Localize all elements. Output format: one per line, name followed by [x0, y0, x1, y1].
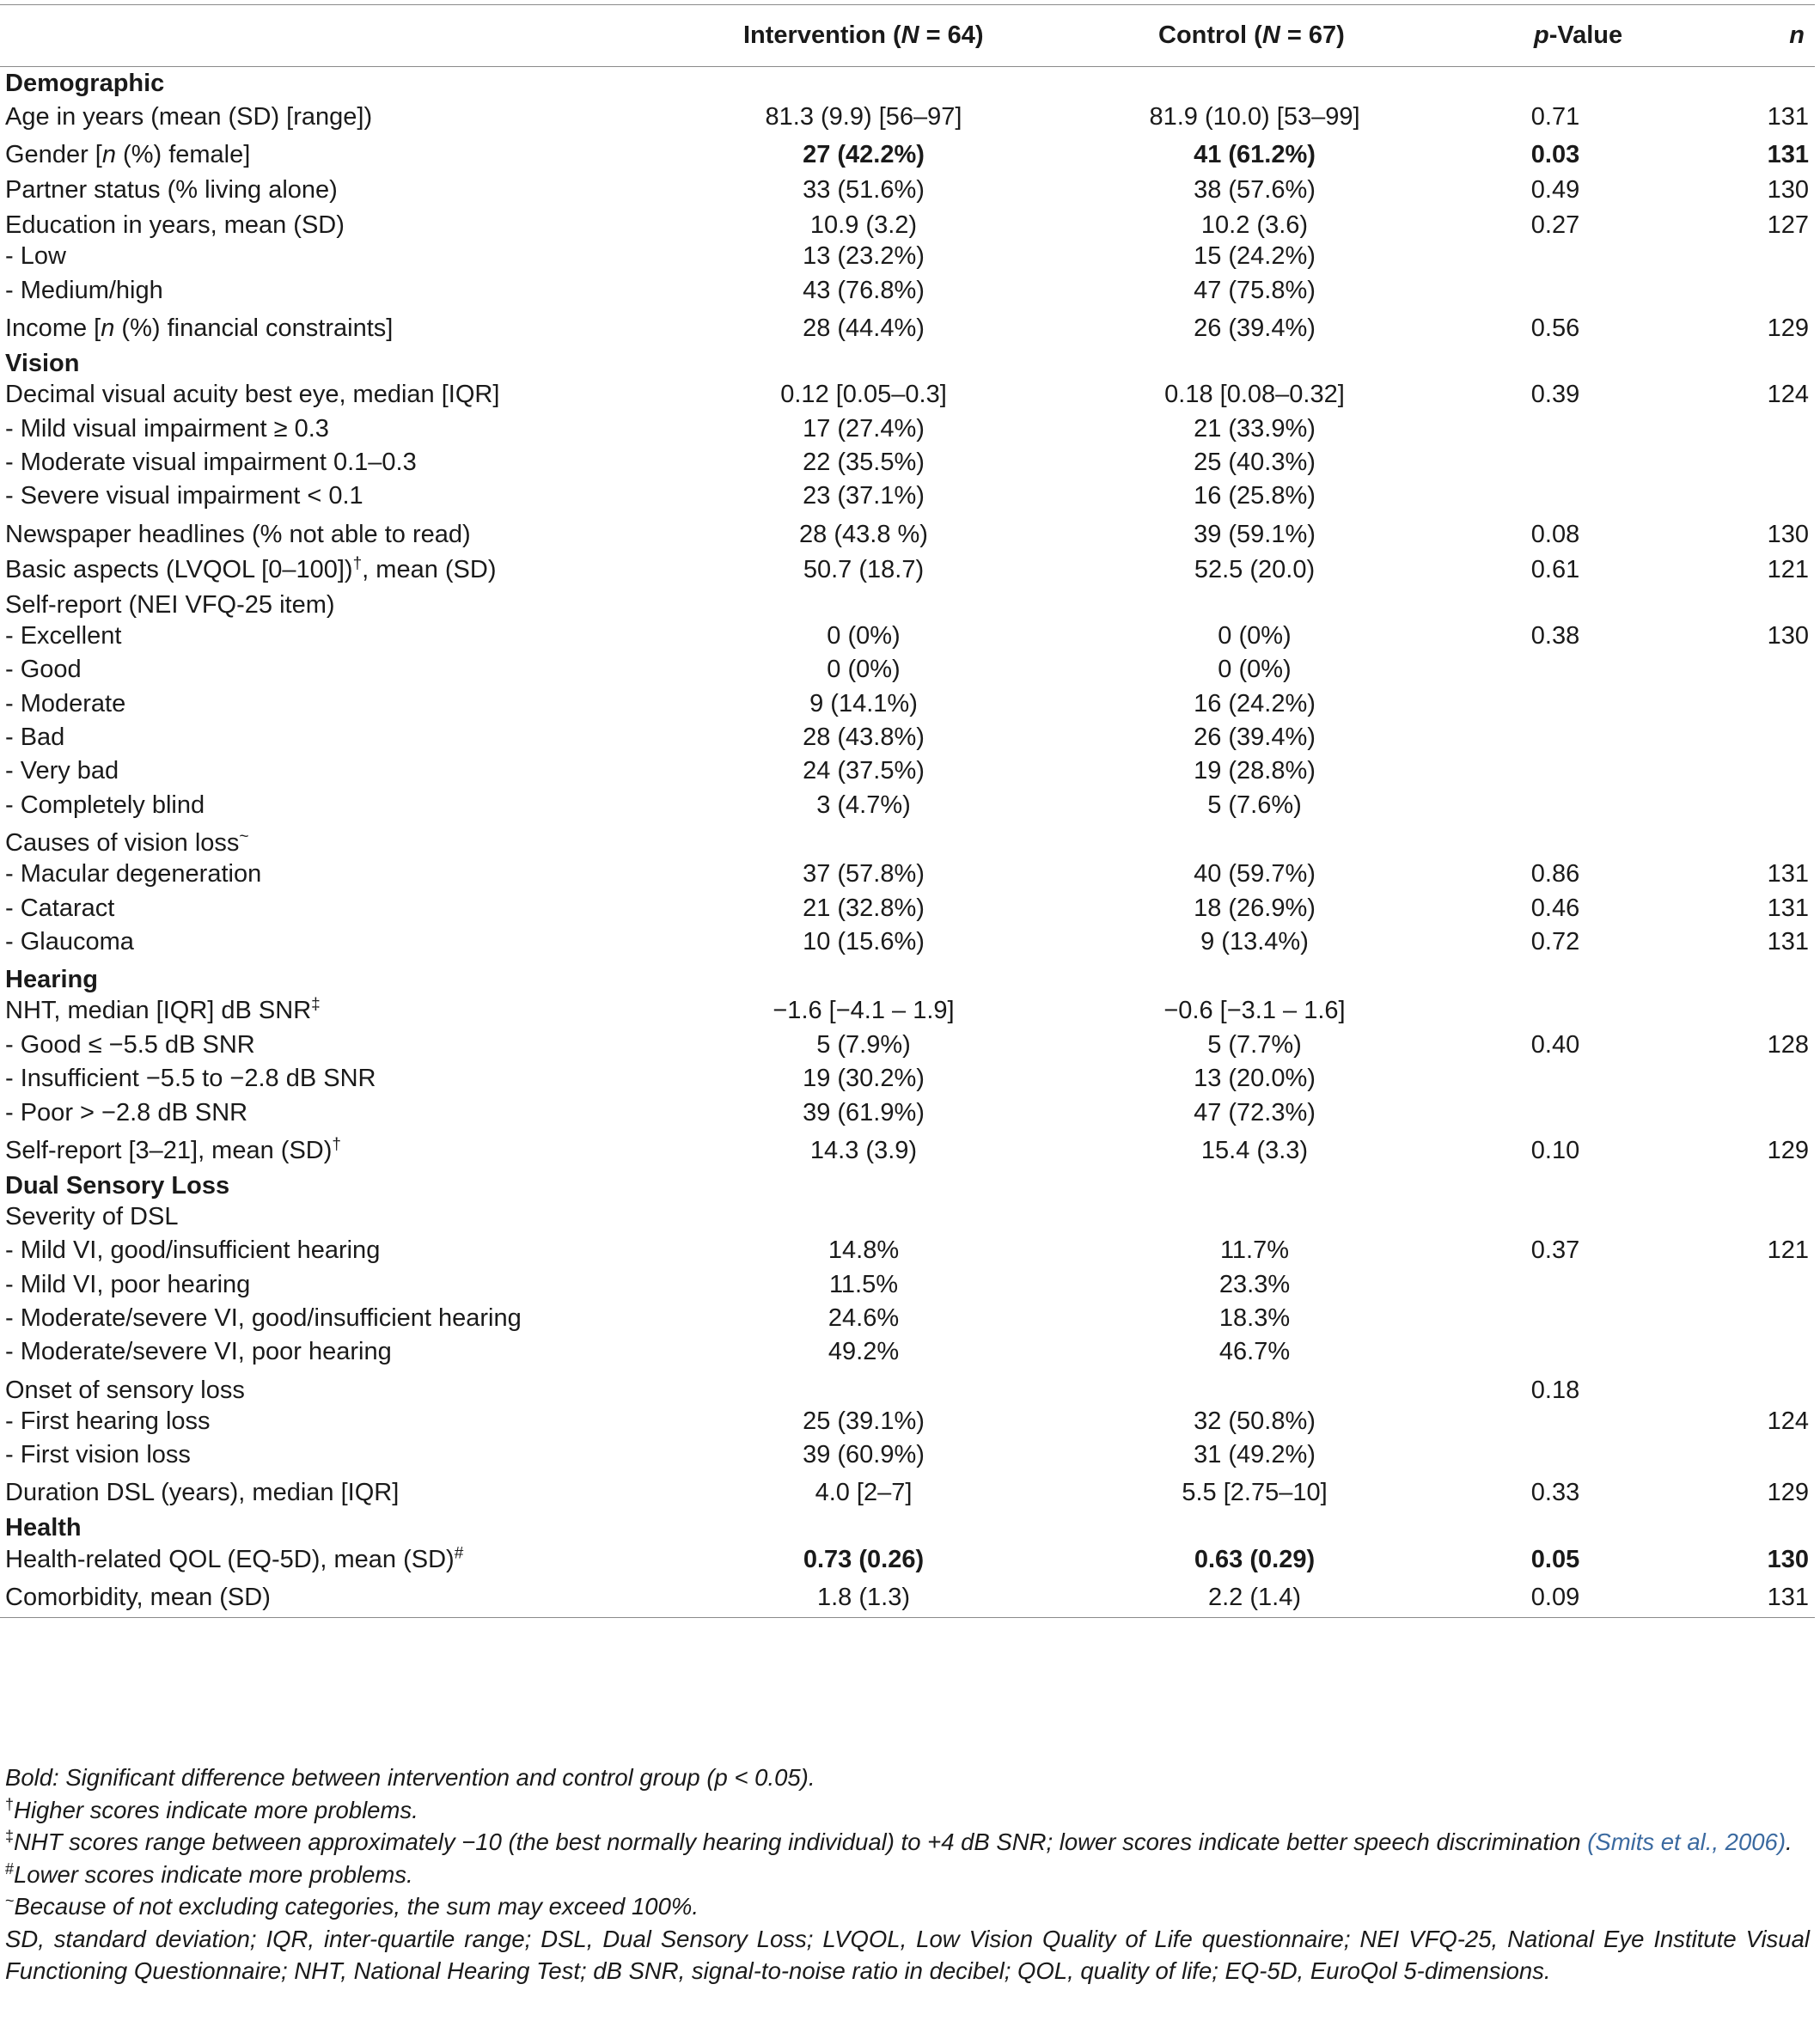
p-value — [1435, 1302, 1676, 1335]
p-value — [1435, 446, 1676, 479]
n-value — [1676, 479, 1815, 513]
n-value: 121 — [1767, 555, 1809, 583]
control-value: 15.4 (3.3) — [1200, 1136, 1309, 1164]
table-row — [0, 169, 1815, 205]
control-value: 40 (59.7%) — [1194, 860, 1316, 888]
control-value: 11.7% — [1219, 1236, 1290, 1265]
citation-link[interactable]: (Smits et al., 2006) — [1587, 1829, 1786, 1855]
p-value: 0.05 — [1530, 1545, 1580, 1573]
p-value: 0.40 — [1530, 1030, 1580, 1059]
n-value: 121 — [1767, 1236, 1809, 1265]
row-label: - Mild VI, poor hearing — [5, 1270, 251, 1298]
table-row — [0, 891, 1815, 925]
intervention-value — [653, 584, 1074, 620]
table-row — [0, 240, 1815, 273]
header-intervention: Intervention (N = 64) — [653, 5, 1074, 67]
row-label: Comorbidity, mean (SD) — [0, 1577, 653, 1618]
table-row — [0, 687, 1815, 720]
n-value — [1676, 721, 1815, 754]
n-value — [1676, 1062, 1815, 1096]
control-value: 18 (26.9%) — [1194, 894, 1316, 922]
row-label: - Macular degeneration — [5, 860, 262, 888]
p-value — [1435, 653, 1676, 687]
n-value — [1676, 754, 1815, 788]
intervention-value: 50.7 (18.7) — [803, 555, 925, 583]
intervention-value: 25 (39.1%) — [803, 1407, 925, 1435]
row-label: - Severe visual impairment < 0.1 — [5, 482, 363, 510]
control-value: 46.7% — [1218, 1338, 1291, 1366]
n-value — [1676, 653, 1815, 687]
footnote-dagger — [5, 1794, 1810, 1827]
control-value: 5 (7.7%) — [1207, 1030, 1302, 1059]
table-row — [0, 1302, 1815, 1335]
p-value: 0.27 — [1530, 211, 1580, 240]
control-value: 23.3% — [1218, 1270, 1291, 1298]
row-label: - Moderate visual impairment 0.1–0.3 — [5, 449, 417, 477]
row-label: - Bad — [5, 723, 65, 751]
intervention-value: 11.5% — [828, 1270, 899, 1298]
section-heading: Hearing — [5, 966, 98, 994]
header-p-value: p-Value — [1435, 5, 1676, 67]
p-value — [1435, 1062, 1676, 1096]
control-value: 21 (33.9%) — [1194, 414, 1316, 443]
row-label: - Poor > −2.8 dB SNR — [5, 1098, 248, 1126]
row-label: - Moderate — [5, 689, 126, 717]
table-row — [0, 1438, 1815, 1472]
p-value: 0.38 — [1530, 621, 1580, 650]
p-value — [1435, 754, 1676, 788]
baseline-characteristics-table — [0, 4, 1815, 1618]
table-row — [0, 822, 1815, 858]
intervention-value — [653, 1370, 1074, 1405]
intervention-value: 81.3 (9.9) [56–97] — [765, 103, 962, 131]
row-label: - Good — [5, 656, 82, 684]
footnote-ddagger-end: . — [1786, 1829, 1793, 1855]
n-value — [1676, 822, 1815, 858]
section-row — [0, 959, 1815, 994]
p-value — [1435, 1267, 1676, 1301]
n-value: 129 — [1767, 314, 1809, 343]
intervention-value: 24.6% — [828, 1304, 900, 1333]
n-value — [1676, 1302, 1815, 1335]
n-value: 130 — [1767, 1545, 1809, 1573]
row-label: Partner status (% living alone) — [5, 176, 338, 205]
intervention-value: 17 (27.4%) — [803, 414, 925, 443]
table-row — [0, 274, 1815, 308]
intervention-value — [653, 1200, 1074, 1234]
n-value — [1676, 1370, 1815, 1405]
control-value: 38 (57.6%) — [1194, 176, 1316, 205]
intervention-value: 37 (57.8%) — [803, 860, 925, 888]
control-value: 39 (59.1%) — [1194, 520, 1316, 548]
row-label: Onset of sensory loss — [5, 1376, 245, 1404]
n-value: 124 — [1767, 1407, 1809, 1435]
n-value — [1676, 446, 1815, 479]
row-label: - Glaucoma — [5, 927, 134, 955]
n-value: 130 — [1767, 621, 1809, 650]
n-value: 131 — [1767, 860, 1809, 888]
table-row — [0, 1062, 1815, 1096]
p-value — [1435, 1096, 1676, 1129]
intervention-value: 14.8% — [828, 1236, 900, 1265]
table-row — [0, 134, 1815, 169]
row-label: NHT, median [IQR] dB SNR‡ — [5, 995, 321, 1025]
p-value — [1435, 1438, 1676, 1472]
row-label: - Completely blind — [5, 791, 205, 819]
row-label: - Moderate/severe VI, good/insufficient hearing — [5, 1304, 522, 1333]
p-value — [1435, 479, 1676, 513]
p-value — [1435, 240, 1676, 273]
table-row — [0, 549, 1815, 584]
header-blank — [0, 5, 653, 67]
control-value: 2.2 (1.4) — [1074, 1577, 1435, 1618]
control-value: 19 (28.8%) — [1194, 757, 1316, 785]
control-value: 81.9 (10.0) [53–99] — [1149, 103, 1360, 131]
control-value — [1074, 1370, 1435, 1405]
table-row — [0, 1267, 1815, 1301]
p-value: 0.33 — [1530, 1479, 1580, 1507]
n-value — [1676, 240, 1815, 273]
section-heading: Vision — [5, 350, 80, 378]
n-value: 130 — [1767, 176, 1809, 205]
p-value — [1435, 687, 1676, 720]
control-value: 16 (25.8%) — [1194, 482, 1316, 510]
intervention-value: 0.12 [0.05–0.3] — [780, 381, 947, 409]
intervention-value: 19 (30.2%) — [803, 1065, 925, 1093]
control-value: 0 (0%) — [1218, 656, 1292, 684]
p-value: 0.56 — [1530, 314, 1580, 343]
n-value — [1676, 1267, 1815, 1301]
table-row — [0, 1542, 1815, 1576]
row-label: Causes of vision loss~ — [5, 827, 249, 857]
n-value: 128 — [1767, 1030, 1809, 1059]
footnote-dagger-text: Higher scores indicate more problems. — [14, 1796, 418, 1823]
row-label: Self-report [3–21], mean (SD)† — [5, 1135, 341, 1164]
p-value: 0.08 — [1530, 520, 1580, 548]
p-value: 0.03 — [1530, 141, 1580, 169]
intervention-value: 24 (37.5%) — [803, 757, 925, 785]
table-row — [0, 412, 1815, 445]
section-heading: Health — [5, 1514, 82, 1542]
intervention-value: 9 (14.1%) — [809, 689, 918, 717]
row-label: Education in years, mean (SD) — [5, 211, 345, 240]
row-label: - Excellent — [5, 621, 122, 650]
table-row — [0, 1096, 1815, 1129]
intervention-value: 10.9 (3.2) — [809, 211, 918, 240]
n-value: 131 — [1767, 927, 1809, 955]
intervention-value: 28 (44.4%) — [803, 314, 925, 343]
table-row — [0, 1335, 1815, 1369]
intervention-value: 43 (76.8%) — [803, 276, 925, 304]
section-row — [0, 1507, 1815, 1542]
table-row — [0, 446, 1815, 479]
p-value: 0.37 — [1530, 1236, 1580, 1265]
n-value — [1676, 1438, 1815, 1472]
table-row — [0, 721, 1815, 754]
table-row — [0, 1130, 1815, 1165]
intervention-value: 14.3 (3.9) — [809, 1136, 918, 1164]
p-value: 0.39 — [1530, 381, 1580, 409]
intervention-value: 23 (37.1%) — [803, 482, 925, 510]
n-value — [1676, 274, 1815, 308]
control-value: 0 (0%) — [1218, 621, 1292, 650]
row-label: - Low — [5, 242, 66, 271]
footnote-ddagger-text: NHT scores range between approximately −10 (the best normally hearing individual) to +4 dB SNR; lower scores indicate better speech discrimination — [14, 1829, 1581, 1855]
n-value: 129 — [1767, 1136, 1809, 1164]
control-value: 10.2 (3.6) — [1200, 211, 1309, 240]
footnote-hash-text: Lower scores indicate more problems. — [14, 1860, 413, 1888]
p-value: 0.49 — [1530, 176, 1580, 205]
row-label: - Medium/high — [5, 276, 163, 304]
p-value — [1435, 822, 1676, 858]
table-row — [0, 620, 1815, 653]
control-value: −0.6 [−3.1 – 1.6] — [1163, 997, 1346, 1025]
n-value — [1676, 584, 1815, 620]
table-row — [0, 1472, 1815, 1507]
intervention-value: 0 (0%) — [827, 656, 901, 684]
intervention-value — [653, 822, 1074, 858]
n-value — [1676, 1096, 1815, 1129]
footnote-tilde-mark: ~ — [5, 1891, 15, 1909]
p-value: 0.72 — [1530, 927, 1580, 955]
row-label: - Cataract — [5, 894, 115, 922]
table-row — [0, 1405, 1815, 1438]
table-row — [0, 754, 1815, 788]
control-value: 26 (39.4%) — [1194, 723, 1316, 751]
intervention-value: 28 (43.8 %) — [799, 520, 928, 548]
table-row — [0, 1370, 1815, 1405]
control-value: 0.63 (0.29) — [1194, 1545, 1316, 1573]
footnote-ddagger — [5, 1826, 1810, 1859]
footnote-dagger-mark: † — [5, 1795, 15, 1813]
n-value: 124 — [1767, 381, 1809, 409]
p-value — [1435, 584, 1676, 620]
intervention-value: 1.8 (1.3) — [653, 1577, 1074, 1618]
intervention-value: 10 (15.6%) — [803, 927, 925, 955]
footnote-ddagger-mark: ‡ — [5, 1827, 15, 1845]
row-label: - Good ≤ −5.5 dB SNR — [5, 1030, 255, 1059]
section-heading: Dual Sensory Loss — [5, 1171, 230, 1200]
row-label: Basic aspects (LVQOL [0–100])†, mean (SD) — [5, 553, 497, 583]
p-value: 0.09 — [1435, 1577, 1676, 1618]
intervention-value: 22 (35.5%) — [803, 449, 925, 477]
table-row — [0, 514, 1815, 549]
row-label: Duration DSL (years), median [IQR] — [5, 1479, 400, 1507]
p-value — [1435, 1200, 1676, 1234]
table-row — [0, 479, 1815, 513]
intervention-value: 4.0 [2–7] — [815, 1479, 913, 1507]
n-value — [1676, 1335, 1815, 1369]
control-value: 26 (39.4%) — [1194, 314, 1316, 343]
table-row — [0, 858, 1815, 891]
n-value: 131 — [1767, 894, 1809, 922]
control-value — [1074, 822, 1435, 858]
row-label: Self-report (NEI VFQ-25 item) — [5, 590, 335, 619]
header-row — [0, 5, 1815, 67]
n-value: 127 — [1767, 211, 1809, 240]
control-value: 0.18 [0.08–0.32] — [1164, 381, 1345, 409]
table-row — [0, 1029, 1815, 1062]
intervention-value: −1.6 [−4.1 – 1.9] — [773, 997, 955, 1025]
row-label: - First vision loss — [5, 1441, 191, 1469]
p-value: 0.10 — [1530, 1136, 1580, 1164]
table-row — [0, 1234, 1815, 1267]
p-value: 0.18 — [1530, 1376, 1580, 1404]
row-label: Health-related QOL (EQ-5D), mean (SD)# — [5, 1543, 464, 1573]
p-value — [1435, 1405, 1676, 1438]
n-value — [1676, 789, 1815, 822]
control-value: 15 (24.2%) — [1194, 242, 1316, 271]
section-row — [0, 1165, 1815, 1200]
intervention-value: 3 (4.7%) — [816, 791, 911, 819]
table-footnotes — [5, 1761, 1810, 1987]
intervention-value: 21 (32.8%) — [803, 894, 925, 922]
intervention-value: 49.2% — [828, 1338, 900, 1366]
n-value — [1676, 412, 1815, 445]
row-label: - First hearing loss — [5, 1407, 211, 1435]
table-row — [0, 584, 1815, 620]
p-value: 0.71 — [1530, 103, 1580, 131]
row-label: - Insufficient −5.5 to −2.8 dB SNR — [5, 1065, 376, 1093]
n-value: 130 — [1767, 520, 1809, 548]
p-value — [1435, 274, 1676, 308]
intervention-value: 39 (61.9%) — [803, 1098, 925, 1126]
table-row — [0, 205, 1815, 240]
row-label: - Very bad — [5, 757, 119, 785]
intervention-value: 39 (60.9%) — [803, 1441, 925, 1469]
section-heading: Demographic — [5, 69, 165, 97]
intervention-value: 0.73 (0.26) — [803, 1545, 925, 1573]
p-value — [1435, 1335, 1676, 1369]
control-value: 31 (49.2%) — [1194, 1441, 1316, 1469]
row-label: Decimal visual acuity best eye, median [IQR] — [5, 381, 500, 409]
header-n: n — [1676, 5, 1815, 67]
intervention-value: 0 (0%) — [827, 621, 901, 650]
control-value: 13 (20.0%) — [1194, 1065, 1316, 1093]
row-label: Age in years (mean (SD) [range]) — [5, 103, 373, 131]
p-value: 0.46 — [1530, 894, 1580, 922]
control-value: 18.3% — [1218, 1304, 1291, 1333]
n-value — [1676, 687, 1815, 720]
row-label: Severity of DSL — [5, 1202, 179, 1230]
p-value: 0.86 — [1530, 860, 1580, 888]
control-value: 9 (13.4%) — [1200, 927, 1309, 955]
table-row — [0, 378, 1815, 412]
footnote-bold: Bold: Significant difference between intervention and control group (p < 0.05). — [5, 1764, 815, 1791]
section-row — [0, 67, 1815, 101]
row-label: - Mild visual impairment ≥ 0.3 — [5, 414, 329, 443]
intervention-value: 28 (43.8%) — [803, 723, 925, 751]
intervention-value: 5 (7.9%) — [816, 1030, 911, 1059]
control-value: 32 (50.8%) — [1194, 1407, 1316, 1435]
control-value: 47 (75.8%) — [1194, 276, 1316, 304]
footnote-tilde-text: Because of not excluding categories, the sum may exceed 100%. — [14, 1893, 699, 1920]
control-value: 5 (7.6%) — [1207, 791, 1302, 819]
control-value: 52.5 (20.0) — [1194, 555, 1316, 583]
row-label: Newspaper headlines (% not able to read) — [5, 520, 471, 548]
control-value: 16 (24.2%) — [1194, 689, 1316, 717]
p-value — [1435, 721, 1676, 754]
n-value: 129 — [1767, 1479, 1809, 1507]
intervention-value: 27 (42.2%) — [803, 141, 925, 169]
p-value: 0.61 — [1530, 555, 1580, 583]
table-row — [0, 1200, 1815, 1234]
row-label: - Mild VI, good/insufficient hearing — [5, 1236, 381, 1265]
row-label: Income [n (%) financial constraints] — [5, 314, 394, 343]
footnote-abbreviations: SD, standard deviation; IQR, inter-quartile range; DSL, Dual Sensory Loss; LVQOL, Low Vision Quality of Life questionnaire; NEI VFQ-25, National Eye Institute Visual Functioning Questionnaire; NHT, National Hearing Test; dB SNR, signal-to-noise ratio in decibel; QOL, quality of life; EQ-5D, EuroQol 5-dimensions. — [5, 1925, 1810, 1984]
n-value — [1676, 994, 1815, 1028]
control-value: 47 (72.3%) — [1194, 1098, 1316, 1126]
p-value — [1435, 994, 1676, 1028]
n-value: 131 — [1767, 141, 1809, 169]
intervention-value: 13 (23.2%) — [803, 242, 925, 271]
header-control: Control (N = 67) — [1074, 5, 1435, 67]
table-row — [0, 653, 1815, 687]
table-row — [0, 925, 1815, 959]
footnote-tilde — [5, 1890, 1810, 1923]
footnote-hash — [5, 1859, 1810, 1891]
row-label: Gender [n (%) female] — [5, 141, 251, 169]
n-value: 131 — [1676, 1577, 1815, 1618]
control-value — [1074, 1200, 1435, 1234]
control-value — [1074, 584, 1435, 620]
control-value: 25 (40.3%) — [1194, 449, 1316, 477]
table-row — [0, 994, 1815, 1028]
table-row — [0, 101, 1815, 134]
p-value — [1435, 789, 1676, 822]
n-value: 131 — [1767, 103, 1809, 131]
table-body — [0, 67, 1815, 1618]
intervention-value: 33 (51.6%) — [803, 176, 925, 205]
table-row — [0, 308, 1815, 343]
control-value: 5.5 [2.75–10] — [1182, 1479, 1328, 1507]
n-value — [1676, 1200, 1815, 1234]
table-row — [0, 1577, 1815, 1618]
table-row — [0, 789, 1815, 822]
row-label: - Moderate/severe VI, poor hearing — [5, 1338, 392, 1366]
section-row — [0, 343, 1815, 378]
control-value: 41 (61.2%) — [1194, 141, 1316, 169]
p-value — [1435, 412, 1676, 445]
footnote-hash-mark: # — [5, 1859, 15, 1877]
